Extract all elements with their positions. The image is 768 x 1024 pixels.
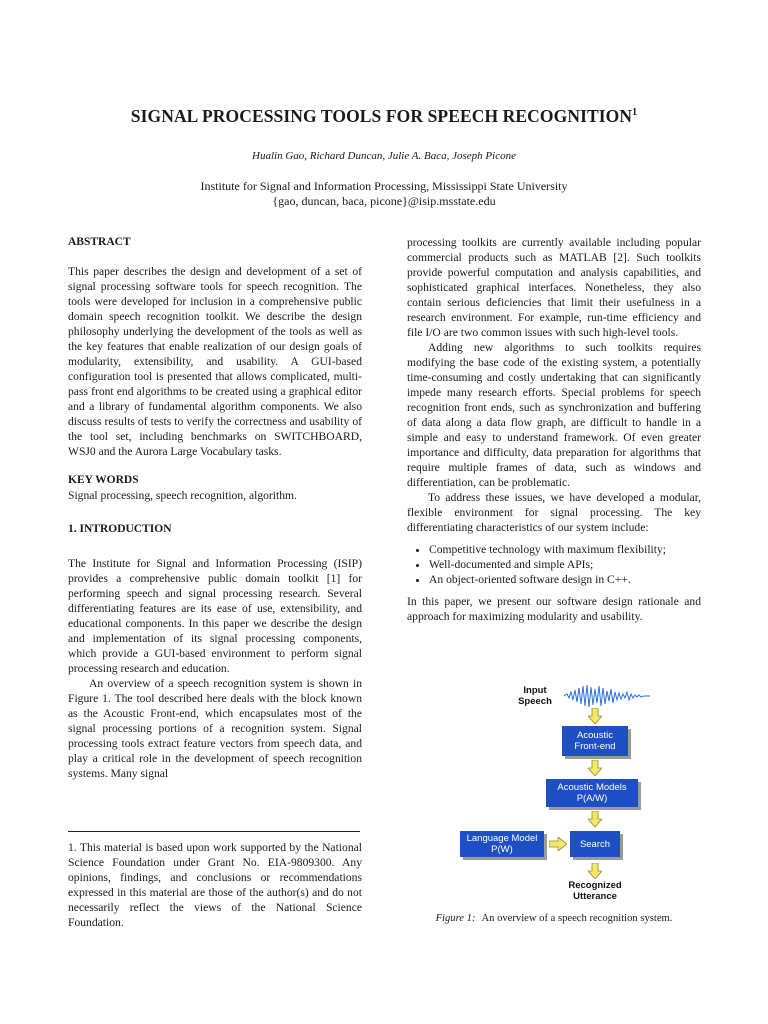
figure-caption [407,913,701,924]
feature-list [407,542,701,587]
intro-paragraph-2: An overview of a speech recognition system is shown in Figure 1. The tool described here deals with the block known as the Acoustic Front-end, which encapsulates most of the signal processing portions of a recognition system. Signal processing tools extract feature vectors from speech data, and play a critical role in the development of speech recognition systems. Many signal [68,677,362,780]
figure-1-diagram [452,680,692,905]
arrow-down-icon [588,863,602,879]
acoustic-models-box [546,779,638,807]
feature-item: • Competitive technology with maximum flexibility; [429,542,701,557]
speech-waveform-icon [564,682,650,710]
arrow-down-icon [588,708,602,724]
right-paragraph-4: In this paper, we present our software design rationale and approach for maximizing modularity and usability. [407,595,701,623]
footnote: 1. This material is based upon work supported by the National Science Foundation under Grant No. EIA-9809300. Any opinions, findings, and conclusions or recommendations expressed in this material are those of the author(s) and do not necessarily reflect the views of the National Science Foundation. [68,841,362,929]
title-footnote-mark: 1 [632,107,638,119]
feature-item: • Well-documented and simple APIs; [429,557,701,572]
search-box [570,831,620,857]
input-label-line-2: Speech [518,696,552,707]
abstract-text: This paper describes the design and development of a set of signal processing software tools for speech recognition. The tools were developed for inclusion in a comprehensive public domain speech recognition toolkit. We describe the design philosophy underlying the development of the tools as well as the key features that enable realization of our design goals of modularity, extensibility, and usability. A GUI-based configuration tool is presented that allows complicated, multi-pass front end algorithms to be created using a graphical editor and a library of fundamental algorithm components. We also discuss results of tests to verify the correctness and usability of the tool set, including benchmarks on SWITCHBOARD, WSJ0 and the Aurora Large Vocabulary tasks. [68,265,362,458]
input-speech-label [510,685,560,707]
intro-paragraph-1: The Institute for Signal and Information Processing (ISIP) provides a comprehensive public domain toolkit [1] for performing speech and signal processing research. Several differentiating features are its ease of use, extensibility, and educational components. In this paper we describe the design and implementation of its signal processing components, which provide a GUI-based environment to perform signal processing research and education. [68,557,362,675]
keywords-text: Signal processing, speech recognition, algorithm. [68,489,297,502]
front-end-line-1: Acoustic [577,730,613,741]
output-line-2: Utterance [573,891,617,902]
front-end-line-2: Front-end [574,741,616,752]
introduction-heading: 1. INTRODUCTION [68,523,172,535]
paper-title [0,106,768,127]
right-column [407,235,701,624]
language-model-line-1: Language Model [466,833,538,844]
right-paragraph-3: To address these issues, we have developed a modular, flexible environment for signal processing. The key differentiating characteristics of our system include: [407,491,701,534]
arrow-down-icon [588,811,602,827]
arrow-down-icon [588,760,602,776]
keywords-heading: KEY WORDS [68,474,139,486]
recognized-utterance-label [555,880,635,902]
acoustic-front-end-box [562,726,628,756]
paper-title-text: SIGNAL PROCESSING TOOLS FOR SPEECH RECOGNITION [130,106,633,126]
caption-text: An overview of a speech recognition system. [481,913,673,924]
caption-label: Figure 1: [435,913,476,924]
output-line-1: Recognized [568,880,622,891]
author-list: Hualin Gao, Richard Duncan, Julie A. Baca, Joseph Picone [252,150,516,162]
search-label: Search [579,838,611,850]
footnote-rule [68,831,360,832]
affiliation: Institute for Signal and Information Processing, Mississippi State University [200,179,568,193]
language-model-line-2: P(W) [491,844,513,855]
models-line-2: P(A/W) [576,793,608,804]
left-column [68,235,362,781]
right-paragraph-1: processing toolkits are currently available including popular commercial products such as MATLAB [2]. Such toolkits provide powerful computation and analysis capabilities, and sophisticated graphical interfaces. Nonetheless, they also contain serious deficiencies that limit their usefulness in a research environment. For example, run-time efficiency and file I/O are two common issues with such high-level tools. [407,236,701,339]
feature-item: • An object-oriented software design in C++. [429,572,701,587]
models-line-1: Acoustic Models [557,782,627,793]
arrow-right-icon [549,837,567,851]
right-paragraph-2: Adding new algorithms to such toolkits requires modifying the base code of the existing system, a potentially time-consuming and costly undertaking that can significantly impede many research efforts. Special problems for speech recognition front ends, such as synchronization and buffering of data along a data flow graph, are difficult to handle in a simple and easy to understand framework. Of even greater importance and difficulty, data preparation for algorithms that require multiple frames of data, such as windows and differentiation, can be problematic. [407,341,701,489]
input-label-line-1: Input [523,685,547,696]
abstract-heading: ABSTRACT [68,236,131,248]
author-emails: {gao, duncan, baca, picone}@isip.msstate.edu [272,194,496,208]
language-model-box [460,831,544,857]
affiliation-block [0,179,768,209]
